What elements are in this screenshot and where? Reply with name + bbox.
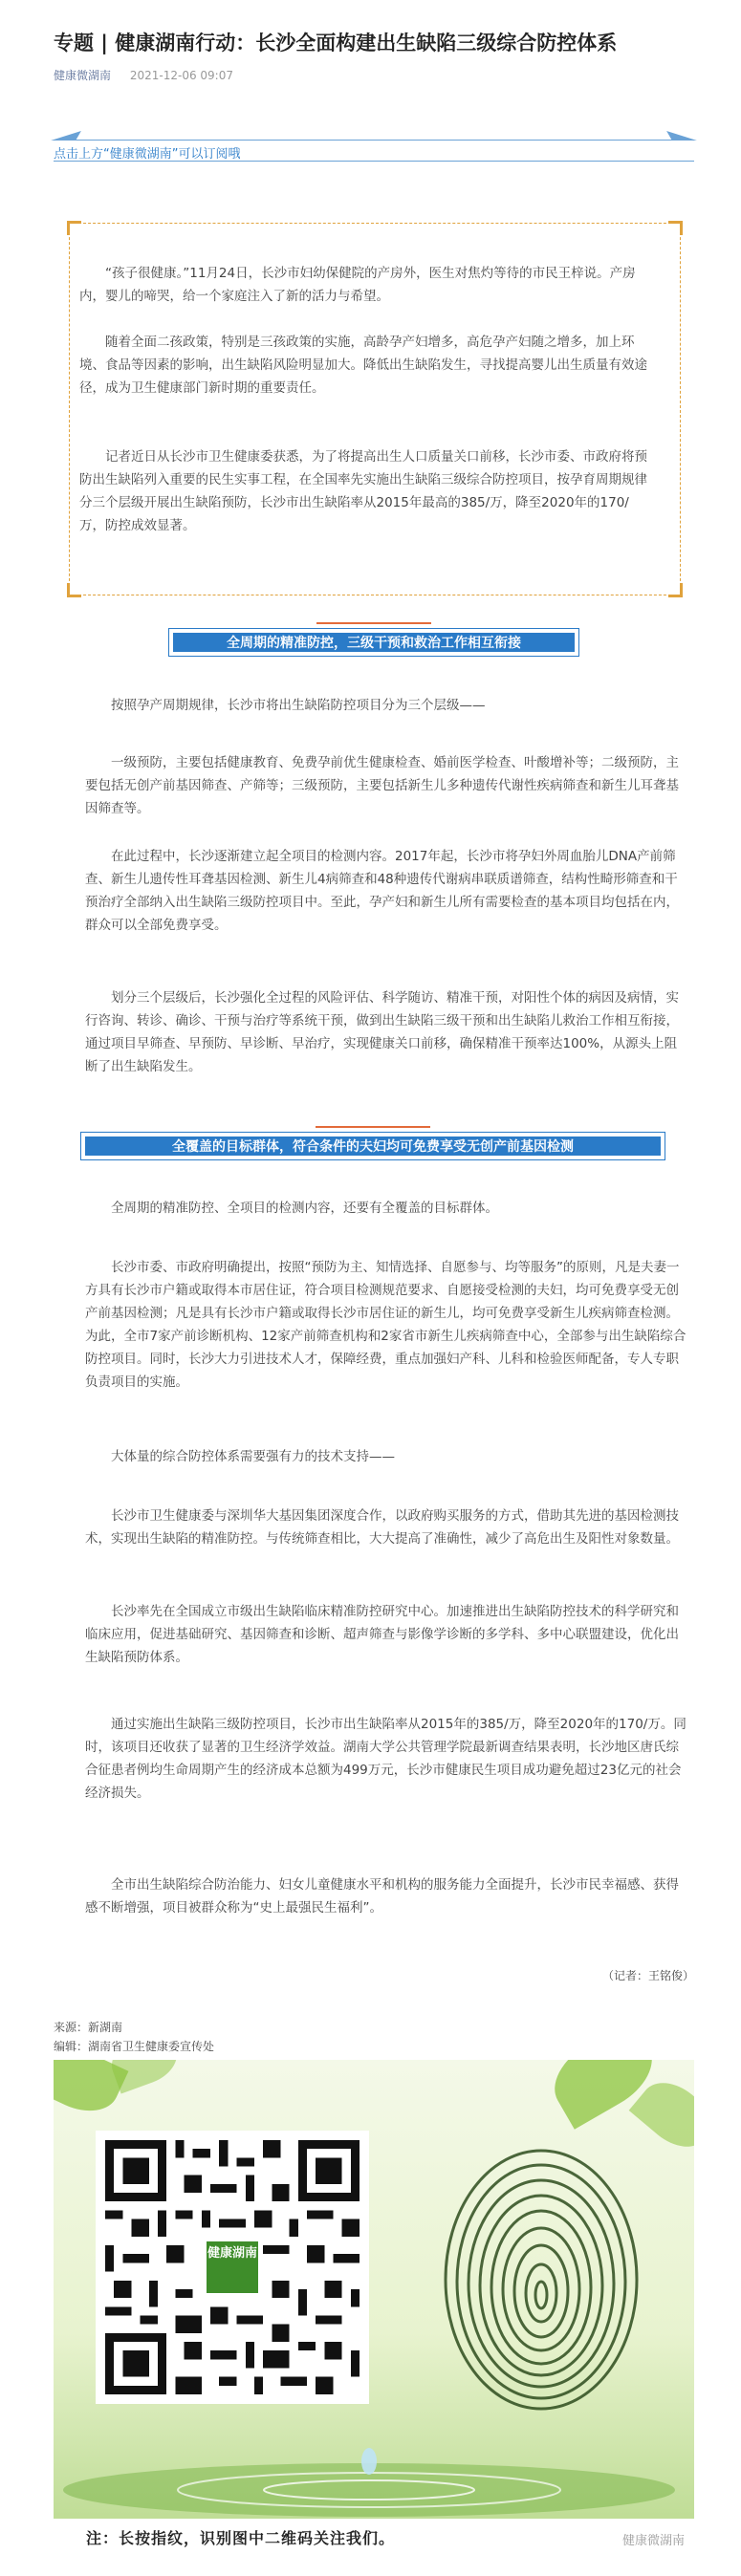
intro-box [69,223,681,595]
intro-paragraph: “孩子很健康。”11月24日，长沙市妇幼保健院的产房外，医生对焦灼等待的市民王梓说。产房内，婴儿的啼哭，给一个家庭注入了新的活力与希望。 [79,266,636,304]
corner-decoration [668,583,683,597]
intro-paragraph: 记者近日从长沙市卫生健康委获悉，为了将提高出生人口质量关口前移，长沙市委、市政府将预防出生缺陷列入重要的民生实事工程，在全国率先实施出生缺陷三级综合防控项目，按孕育周期规律分三个层级开展出生缺陷预防，长沙市出生缺陷率从2015年最高的385/万，降至2020年的170/万，防控成效显著。 [79,449,647,533]
account-name-link[interactable]: 健康微湖南 [54,69,112,82]
qr-code[interactable] [96,2131,369,2404]
publish-date: 2021-12-06 09:07 [129,69,233,82]
watermark-brand: 健康微湖南 [621,2534,685,2548]
heading-accent-bar [316,1126,430,1128]
body-paragraph: 在此过程中，长沙逐渐建立起全项目的检测内容。2017年起，长沙市将孕妇外周血胎儿DNA产前筛查、新生儿遗传性耳聋基因检测、新生儿4病筛查和48种遗传代谢病串联质谱筛查，结构性畸形筛查和干预治疗全部纳入出生缺陷三级防控项目中。至此，孕产妇和新生儿所有需要检查的基本项目均包括在内，群众可以全部免费享受。 [85,849,679,933]
subscribe-banner [54,122,694,164]
reporter-credit: （记者：王铭俊） [602,1969,695,1982]
corner-decoration [668,221,683,235]
poster-caption [54,2519,694,2557]
section-heading-2 [80,1126,665,1164]
fingerprint-icon[interactable] [436,2136,646,2414]
follow-poster [54,2060,694,2557]
article-title: 专题 | 健康湖南行动：长沙全面构建出生缺陷三级综合防控体系 [54,32,618,54]
body-paragraph: 长沙市卫生健康委与深圳华大基因集团深度合作，以政府购买服务的方式，借助其先进的基因检测技术，实现出生缺陷的精准防控。与传统筛查相比，大大提高了准确性，减少了高危出生及阳性对象数量。 [85,1508,679,1547]
corner-decoration [67,221,81,235]
banner-divider [54,161,694,162]
water-ripple-icon [54,2433,694,2519]
body-paragraph: 长沙市委、市政府明确提出，按照“预防为主、知情选择、自愿参与、均等服务”的原则，凡是夫妻一方具有长沙市户籍或取得本市居住证，符合项目检测规范要求、自愿接受检测的夫妇，均可免费享受无创产前基因检测；凡是具有长沙市户籍或取得长沙市居住证的新生儿，均可免费享受新生儿疾病筛查检测。为此，全市7家产前诊断机构、12家产前筛查机构和2家省市新生儿疾病筛查中心，全部参与出生缺陷综合防控项目。同时，长沙大力引进技术人才，保障经费，重点加强妇产科、儿科和检验医师配备，专人专职负责项目的实施。 [85,1260,687,1390]
source-credit: 来源：新湖南 [54,2021,123,2034]
body-paragraph: 全周期的精准防控、全项目的检测内容，还要有全覆盖的目标群体。 [111,1201,498,1216]
body-paragraph: 大体量的综合防控体系需要强有力的技术支持—— [111,1449,395,1464]
body-paragraph: 一级预防，主要包括健康教育、免费孕前优生健康检查、婚前医学检查、叶酸增补等；二级预防，主要包括无创产前基因筛查、产筛等；三级预防，主要包括新生儿多种遗传代谢性疾病筛查和新生儿耳聋基因筛查等。 [85,755,679,816]
body-paragraph: 通过实施出生缺陷三级防控项目，长沙市出生缺陷率从2015年的385/万，降至2020年的170/万。同时，该项目还收获了显著的卫生经济学效益。湖南大学公共管理学院最新调查结果表明，长沙地区唐氏综合征患者例均生命周期产生的经济成本总额为499万元，长沙市健康民生项目成功避免超过23亿元的社会经济损失。 [85,1717,687,1801]
body-paragraph: 按照孕产周期规律，长沙市将出生缺陷防控项目分为三个层级—— [111,698,486,713]
body-paragraph: 全市出生缺陷综合防治能力、妇女儿童健康水平和机构的服务能力全面提升，长沙市民幸福感、获得感不断增强，项目被群众称为“史上最强民生福利”。 [85,1877,679,1916]
section-heading-1 [168,622,579,660]
poster-note-text: 注：长按指纹，识别图中二维码关注我们。 [86,2529,396,2547]
arrow-right-icon [666,131,697,141]
section-heading-text: 全覆盖的目标群体，符合条件的夫妇均可免费享受无创产前基因检测 [85,1136,661,1156]
qr-brand-logo: 健康湖南 [204,2239,261,2296]
article-meta [54,67,233,83]
subscribe-prompt: 点击上方“健康微湖南”可以订阅哦 [54,147,241,162]
corner-decoration [67,583,81,597]
section-heading-text: 全周期的精准防控，三级干预和救治工作相互衔接 [173,633,575,652]
heading-frame [168,628,579,657]
body-paragraph: 长沙率先在全国成立市级出生缺陷临床精准防控研究中心。加速推进出生缺陷防控技术的科学研究和临床应用，促进基础研究、基因筛查和诊断、超声筛查与影像学诊断的多学科、多中心联盟建设，优化出生缺陷预防体系。 [85,1604,679,1665]
heading-accent-bar [316,622,431,624]
body-paragraph: 划分三个层级后，长沙强化全过程的风险评估、科学随访、精准干预，对阳性个体的病因及病情，实行咨询、转诊、确诊、干预与治疗等系统干预，做到出生缺陷三级干预和出生缺陷儿救治工作相互衔接，通过项目早筛查、早预防、早诊断、早治疗，实现健康关口前移，确保精准干预率达100%，从源头上阻断了出生缺陷发生。 [85,990,679,1074]
heading-frame [80,1132,665,1160]
editor-credit: 编辑：湖南省卫生健康委宣传处 [54,2040,215,2053]
banner-divider [54,140,694,141]
intro-paragraph: 随着全面二孩政策，特别是三孩政策的实施，高龄孕产妇增多，高危孕产妇随之增多，加上环境、食品等因素的影响，出生缺陷风险明显加大。降低出生缺陷发生，寻找提高婴儿出生质量有效途径，成为卫生健康部门新时期的重要责任。 [79,335,647,396]
